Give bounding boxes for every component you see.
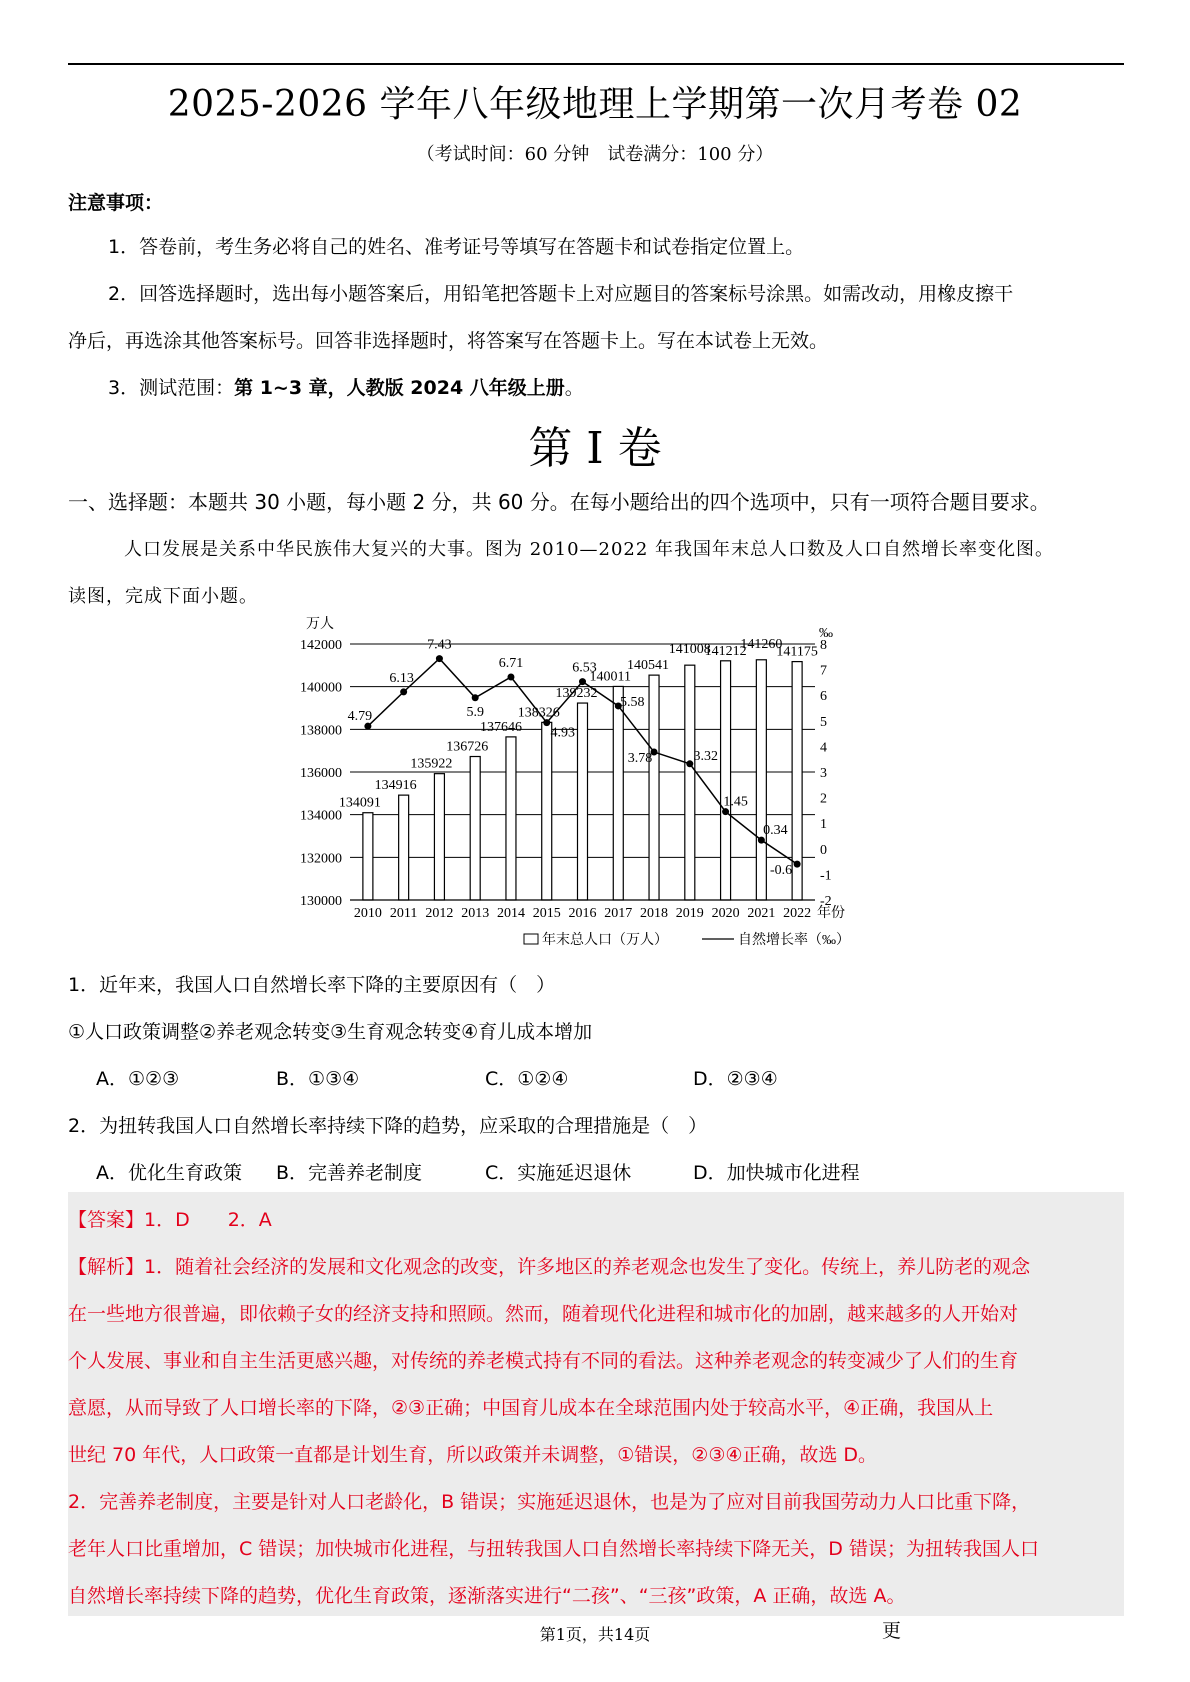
rate-point (579, 678, 586, 685)
left-tick-label: 140000 (300, 680, 342, 696)
page-number: 第1页，共14页 (539, 1625, 651, 1644)
x-tick-label: 2013 (461, 906, 490, 921)
right-tick-label: 1 (820, 817, 827, 833)
note-item-2-line2: 净后，再选涂其他答案标号。回答非选择题时，将答案写在答题卡上。写在本试卷上无效。 (68, 330, 829, 352)
legend-bar-swatch (524, 934, 538, 944)
x-tick-label: 2016 (568, 906, 597, 921)
x-tick-label: 2021 (747, 906, 776, 921)
analysis-line-4: 意愿，从而导致了人口增长率的下降，②③正确；中国育儿成本在全球范围内处于较高水平，④正确，我国从上 (68, 1397, 994, 1419)
bar-value-label: 139232 (555, 686, 598, 702)
right-tick-label: 8 (820, 638, 827, 653)
rate-point (472, 694, 479, 701)
analysis-line-8: 自然增长率持续下降的趋势，优化生育政策，逐渐落实进行“二孩”、“三孩”政策，A 正确，故选 A。 (68, 1585, 906, 1607)
right-tick-label: 7 (820, 663, 827, 679)
exam-title: 2025-2026 学年八年级地理上学期第一次月考卷 02 (167, 84, 1023, 125)
bar-value-label: 136726 (446, 739, 489, 755)
q2-stem: 2．为扭转我国人口自然增长率持续下降的趋势，应采取的合理措施是（ ） (68, 1115, 708, 1137)
rate-value-label: 4.93 (550, 725, 575, 741)
volume-title: 第 I 卷 (528, 423, 662, 474)
right-tick-label: -1 (820, 868, 832, 884)
rate-point (686, 760, 693, 767)
left-tick-label: 132000 (300, 851, 342, 867)
right-tick-label: 0 (820, 842, 827, 858)
bar (506, 737, 516, 900)
q1-option-b[interactable]: B．①③④ (276, 1068, 360, 1090)
analysis-line-6: 2．完善养老制度，主要是针对人口老龄化，B 错误；实施延迟退休，也是为了应对目前我国劳动力人口比重下降， (68, 1491, 1031, 1513)
rate-point (400, 688, 407, 695)
bar-value-label: 141008 (668, 642, 711, 658)
bar (685, 665, 695, 900)
x-tick-label: 2014 (496, 906, 525, 921)
chart-legend (524, 931, 850, 948)
bar (542, 722, 552, 900)
rate-value-label: 1.45 (723, 794, 748, 810)
rate-value-label: 6.13 (389, 670, 414, 686)
left-axis-title: 万人 (306, 617, 334, 632)
rate-value-label: 5.9 (466, 704, 484, 720)
right-axis-title: ‰ (819, 626, 833, 641)
bar (363, 813, 373, 900)
x-axis-title: 年份 (817, 906, 845, 921)
q2-option-a[interactable]: A．优化生育政策 (96, 1162, 242, 1184)
q1-option-c[interactable]: C．①②④ (485, 1068, 569, 1090)
x-tick-label: 2018 (640, 906, 669, 921)
rate-point (507, 674, 514, 681)
right-tick-label: 6 (820, 689, 827, 705)
rate-value-label: 0.34 (763, 823, 788, 839)
more-link[interactable]: 更 (882, 1620, 902, 1642)
exam-subtitle: （考试时间：60 分钟 试卷满分：100 分） (416, 144, 774, 165)
x-tick-label: 2010 (353, 906, 382, 921)
intro-line-1: 人口发展是关系中华民族伟大复兴的大事。图为 2010—2022 年我国年末总人口数及人口自然增长率变化图。 (124, 539, 1055, 560)
right-tick-label: 4 (820, 740, 827, 756)
bar-value-label: 134091 (338, 795, 381, 811)
note-item-2-line1: 2．回答选择题时，选出每小题答案后，用铅笔把答题卡上对应题目的答案标号涂黑。如需改动，用橡皮擦干 (108, 283, 1014, 305)
q1-option-a[interactable]: A．①②③ (96, 1068, 180, 1090)
bar-value-label: 135922 (410, 756, 453, 772)
right-tick-label: 5 (820, 714, 827, 730)
bar (756, 660, 766, 900)
q2-option-d[interactable]: D．加快城市化进程 (693, 1162, 860, 1184)
note-item-3-scope: 第 1~3 章，人教版 2024 八年级上册 (234, 377, 565, 399)
population-chart (300, 610, 900, 960)
bar-value-label: 138326 (517, 705, 560, 721)
bar (470, 757, 480, 900)
rate-value-label: 5.58 (620, 694, 645, 710)
q1-statements: ①人口政策调整②养老观念转变③生育观念转变④育儿成本增加 (68, 1021, 593, 1043)
bar (434, 774, 444, 900)
bar-value-label: 141175 (776, 644, 818, 660)
left-tick-label: 134000 (300, 808, 342, 824)
bar-value-label: 140011 (589, 669, 632, 685)
rate-point (436, 655, 443, 662)
x-tick-label: 2020 (711, 906, 740, 921)
bar (649, 675, 659, 900)
left-tick-label: 136000 (300, 766, 342, 781)
bar-value-label: 141212 (704, 643, 747, 659)
intro-line-2: 读图，完成下面小题。 (68, 586, 258, 607)
left-tick-label: 142000 (300, 638, 342, 653)
section-title: 一、选择题：本题共 30 小题，每小题 2 分，共 60 分。在每小题给出的四个选项中，只有一项符合题目要求。 (68, 490, 1050, 514)
rate-value-label: 6.71 (498, 656, 524, 672)
analysis-line-5: 世纪 70 年代，人口政策一直都是计划生育，所以政策并未调整，①错误，②③④正确，故选 D。 (68, 1444, 878, 1466)
note-item-3-prefix: 3．测试范围： (108, 377, 235, 399)
x-tick-label: 2022 (783, 906, 812, 921)
x-tick-label: 2019 (675, 906, 704, 921)
rate-value-label: 7.43 (427, 637, 452, 653)
bar (721, 661, 731, 900)
rate-value-label: 3.32 (693, 748, 719, 764)
note-item-1: 1．答卷前，考生务必将自己的姓名、准考证号等填写在答题卡和试卷指定位置上。 (108, 236, 805, 258)
bar (613, 686, 623, 900)
q1-stem: 1．近年来，我国人口自然增长率下降的主要原因有（ ） (68, 974, 556, 996)
bar (578, 703, 588, 900)
right-tick-label: 2 (820, 791, 827, 807)
bar-value-label: 141260 (740, 636, 783, 652)
bar-value-label: 137646 (479, 719, 522, 735)
rate-value-label: -0.6 (770, 863, 793, 879)
rate-value-label: 3.78 (627, 751, 653, 767)
x-tick-label: 2017 (604, 906, 633, 921)
analysis-line-7: 老年人口比重增加，C 错误；加快城市化进程，与扭转我国人口自然增长率持续下降无关，D 错误；为扭转我国人口 (68, 1538, 1039, 1560)
note-item-3 (108, 365, 584, 412)
rate-value-label: 6.53 (572, 660, 597, 676)
x-tick-label: 2012 (425, 906, 454, 921)
q2-option-c[interactable]: C．实施延迟退休 (485, 1162, 632, 1184)
bar-value-label: 134916 (374, 778, 417, 794)
note-item-3-suffix: 。 (564, 377, 584, 399)
right-tick-label: 3 (820, 766, 827, 781)
notes-heading: 注意事项： (68, 192, 164, 214)
rate-value-label: 4.79 (347, 709, 373, 725)
left-tick-label: 130000 (300, 894, 342, 909)
rate-point (794, 861, 801, 868)
left-tick-label: 138000 (300, 723, 342, 739)
x-tick-label: 2011 (389, 906, 418, 921)
q2-option-b[interactable]: B．完善养老制度 (276, 1162, 423, 1184)
analysis-line-1: 【解析】1．随着社会经济的发展和文化观念的改变，许多地区的养老观念也发生了变化。传统上，养儿防老的观念 (68, 1256, 1031, 1278)
bar (399, 795, 409, 900)
analysis-line-3: 个人发展、事业和自主生活更感兴趣，对传统的养老模式持有不同的看法。这种养老观念的转变减少了人们的生育 (68, 1350, 1019, 1372)
bar-value-label: 140541 (627, 658, 670, 674)
legend-line-label: 自然增长率（‰） (738, 933, 850, 948)
q1-option-d[interactable]: D．②③④ (693, 1068, 778, 1090)
right-tick-label: -2 (820, 894, 832, 909)
analysis-line-2: 在一些地方很普遍，即依赖子女的经济支持和照顾。然而，随着现代化进程和城市化的加剧，越来越多的人开始对 (68, 1303, 1019, 1325)
x-tick-label: 2015 (532, 906, 561, 921)
answer-line: 【答案】1．D 2．A (68, 1209, 272, 1231)
header-rule (68, 63, 1124, 65)
legend-bar-label: 年末总人口（万人） (542, 933, 668, 948)
